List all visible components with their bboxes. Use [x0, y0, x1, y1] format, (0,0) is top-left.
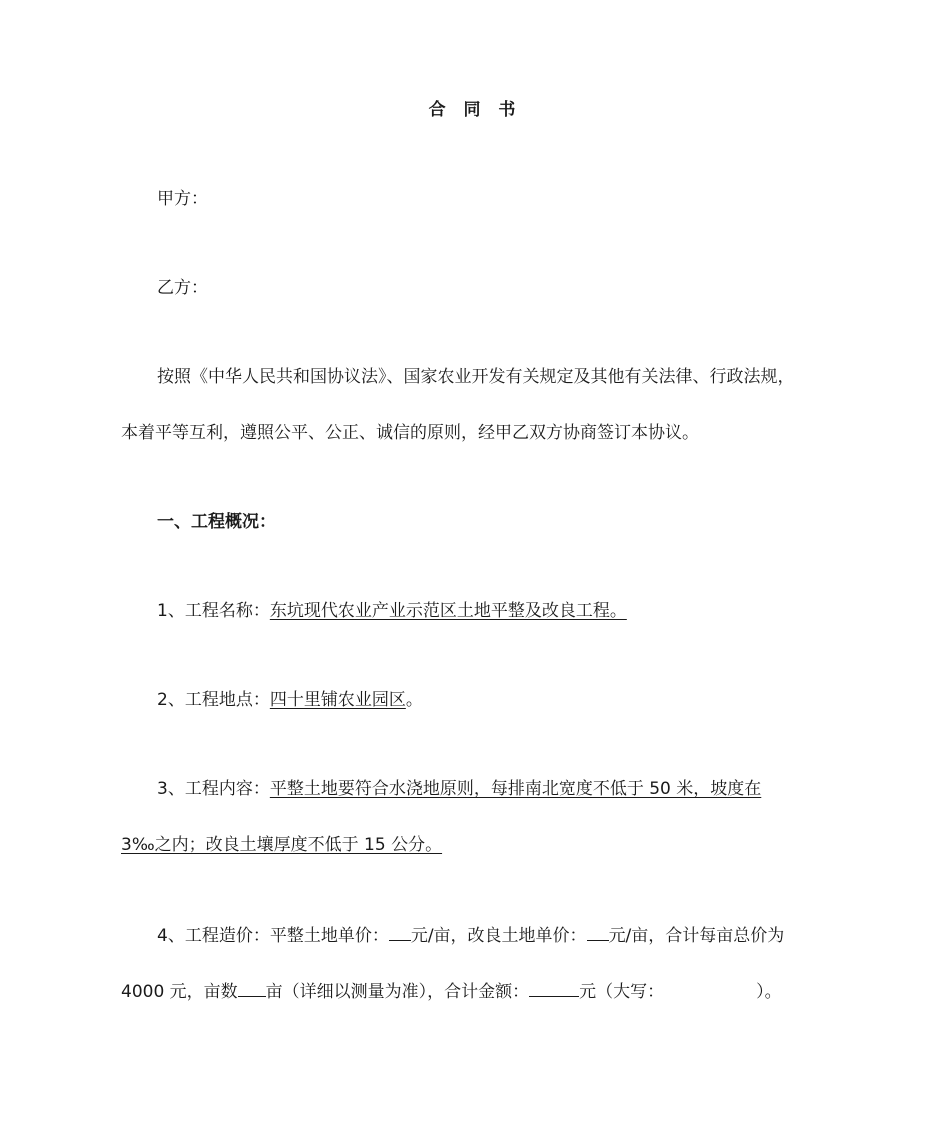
- amount-in-words-label: 元（大写：: [579, 982, 665, 1002]
- leveling-price-blank: [389, 922, 411, 941]
- project-location-label: 2、工程地点：: [157, 690, 270, 710]
- project-name-label: 1、工程名称：: [157, 601, 270, 621]
- total-amount-label: 亩（详细以测量为准），合计金额：: [265, 982, 530, 1002]
- project-location-value: 四十里铺农业园区: [269, 690, 406, 710]
- project-content-value-line1: 平整土地要符合水浇地原则，每排南北宽度不低于 50 米，坡度在: [269, 779, 762, 799]
- project-location-suffix: 。: [405, 690, 423, 710]
- amount-in-words-close: ）。: [756, 982, 782, 1002]
- party-b-label: 乙方：: [157, 278, 208, 298]
- project-location-line: [157, 688, 423, 712]
- leveling-price-label: 平整土地单价：: [269, 926, 389, 946]
- intro-paragraph-line1: 按照《中华人民共和国协议法》、国家农业开发有关规定及其他有关法律、行政法规，: [157, 367, 795, 387]
- improvement-price-blank: [587, 922, 609, 941]
- project-name-line: [157, 599, 627, 623]
- improvement-price-label: 元/亩，改良土地单价：: [410, 926, 587, 946]
- project-content-line1: [157, 777, 761, 801]
- project-content-label: 3、工程内容：: [157, 779, 270, 799]
- total-per-mu-label: 元/亩，合计每亩总价为: [608, 926, 785, 946]
- project-content-value-line2: 3‰之内；改良土壤厚度不低于 15 公分。: [121, 835, 443, 855]
- party-a-label: 甲方：: [157, 189, 208, 209]
- project-cost-line1: [157, 922, 784, 948]
- acreage-blank: [238, 978, 266, 997]
- project-name-value: 东坑现代农业产业示范区土地平整及改良工程。: [269, 601, 627, 621]
- document-title: 合 同 书: [428, 100, 522, 120]
- total-per-mu-value: 4000 元，亩数: [121, 982, 238, 1002]
- project-cost-label: 4、工程造价：: [157, 926, 270, 946]
- project-content-line2: [121, 833, 442, 857]
- total-amount-blank: [529, 978, 579, 997]
- intro-paragraph-line2: 本着平等互利，遵照公平、公正、诚信的原则，经甲乙双方协商签订本协议。: [121, 423, 699, 443]
- project-cost-line2: [121, 978, 782, 1004]
- section-heading: 一、工程概况：: [157, 512, 276, 532]
